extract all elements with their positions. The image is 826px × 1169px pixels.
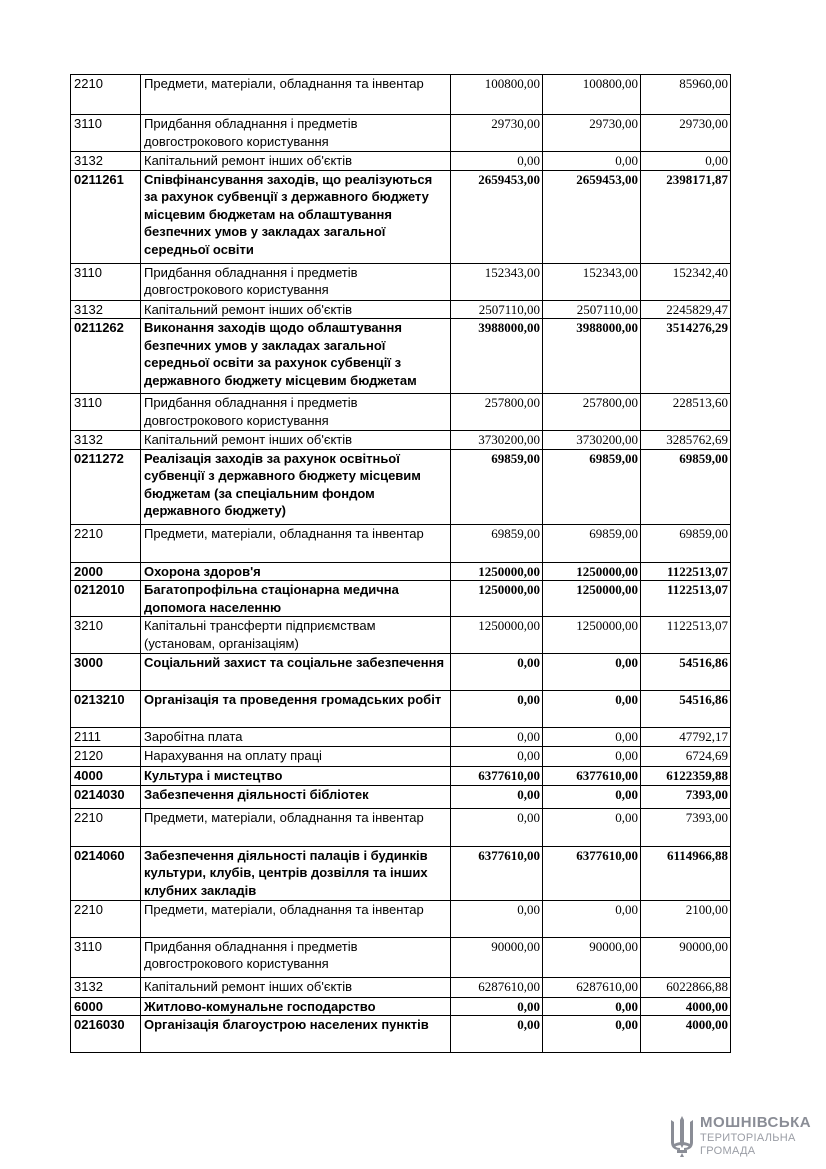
table-row [71,170,731,263]
plan-cell: 0,00 [451,746,543,766]
actual-cell: 1122513,07 [641,581,731,617]
name-cell: Нарахування на оплату праці [141,746,451,766]
plan-cell: 0,00 [451,728,543,747]
actual-cell: 6114966,88 [641,846,731,900]
table-row [71,746,731,766]
name-cell: Співфінансування заходів, що реалізуються за рахунок субвенції з державного бюджету місцевим бюджетам на облаштування безпечних умов у закладах загальної середньої освіти [141,170,451,263]
adjusted-plan-cell: 3730200,00 [543,431,641,450]
code-cell: 4000 [71,766,141,785]
adjusted-plan-cell: 100800,00 [543,75,641,115]
logo-line1: ТЕРИТОРІАЛЬНА [700,1132,796,1144]
plan-cell: 3730200,00 [451,431,543,450]
adjusted-plan-cell: 0,00 [543,152,641,171]
plan-cell: 3988000,00 [451,319,543,394]
trident-icon [668,1114,696,1158]
name-cell: Капітальний ремонт інших об'єктів [141,300,451,319]
name-cell: Заробітна плата [141,728,451,747]
name-cell: Житлово-комунальне господарство [141,997,451,1016]
code-cell: 0216030 [71,1016,141,1053]
plan-cell: 2507110,00 [451,300,543,319]
table-row [71,319,731,394]
table-row [71,1016,731,1053]
table-row [71,75,731,115]
code-cell: 0211261 [71,170,141,263]
code-cell: 0211262 [71,319,141,394]
table-row [71,152,731,171]
name-cell: Багатопрофільна стаціонарна медична допомога населенню [141,581,451,617]
plan-cell: 152343,00 [451,263,543,300]
name-cell: Капітальний ремонт інших об'єктів [141,152,451,171]
adjusted-plan-cell: 29730,00 [543,115,641,152]
actual-cell: 85960,00 [641,75,731,115]
adjusted-plan-cell: 257800,00 [543,394,641,431]
plan-cell: 6377610,00 [451,846,543,900]
name-cell: Капітальний ремонт інших об'єктів [141,977,451,997]
table-row [71,263,731,300]
adjusted-plan-cell: 6377610,00 [543,846,641,900]
code-cell: 2210 [71,524,141,562]
name-cell: Капітальний ремонт інших об'єктів [141,431,451,450]
code-cell: 0214030 [71,785,141,808]
code-cell: 3132 [71,431,141,450]
actual-cell: 152342,40 [641,263,731,300]
actual-cell: 3285762,69 [641,431,731,450]
code-cell: 2111 [71,728,141,747]
plan-cell: 0,00 [451,691,543,728]
name-cell: Виконання заходів щодо облаштування безпечних умов у закладах загальної середньої освіти за рахунок субвенції з державного бюджету місцевим бюджетам [141,319,451,394]
adjusted-plan-cell: 0,00 [543,654,641,691]
code-cell: 2210 [71,900,141,937]
adjusted-plan-cell: 0,00 [543,997,641,1016]
budget-table [70,74,731,1053]
logo-title: МОШНІВСЬКА [700,1114,812,1131]
code-cell: 3132 [71,152,141,171]
code-cell: 3132 [71,977,141,997]
name-cell: Придбання обладнання і предметів довгострокового користування [141,263,451,300]
plan-cell: 6287610,00 [451,977,543,997]
table-row [71,654,731,691]
table-row [71,617,731,654]
code-cell: 2000 [71,562,141,581]
name-cell: Придбання обладнання і предметів довгострокового користування [141,937,451,977]
table-row [71,997,731,1016]
adjusted-plan-cell: 0,00 [543,746,641,766]
actual-cell: 54516,86 [641,691,731,728]
plan-cell: 0,00 [451,808,543,846]
plan-cell: 257800,00 [451,394,543,431]
code-cell: 3110 [71,115,141,152]
plan-cell: 90000,00 [451,937,543,977]
code-cell: 3110 [71,937,141,977]
code-cell: 3000 [71,654,141,691]
adjusted-plan-cell: 0,00 [543,691,641,728]
actual-cell: 69859,00 [641,524,731,562]
code-cell: 0212010 [71,581,141,617]
name-cell: Організація та проведення громадських робіт [141,691,451,728]
actual-cell: 69859,00 [641,449,731,524]
code-cell: 2210 [71,75,141,115]
plan-cell: 6377610,00 [451,766,543,785]
table-row [71,524,731,562]
table-row [71,115,731,152]
table-row [71,846,731,900]
plan-cell: 1250000,00 [451,581,543,617]
actual-cell: 228513,60 [641,394,731,431]
name-cell: Предмети, матеріали, обладнання та інвентар [141,75,451,115]
code-cell: 0211272 [71,449,141,524]
actual-cell: 90000,00 [641,937,731,977]
actual-cell: 2398171,87 [641,170,731,263]
table-row [71,766,731,785]
plan-cell: 100800,00 [451,75,543,115]
name-cell: Охорона здоров'я [141,562,451,581]
plan-cell: 0,00 [451,1016,543,1053]
plan-cell: 69859,00 [451,524,543,562]
table-row [71,691,731,728]
actual-cell: 29730,00 [641,115,731,152]
actual-cell: 47792,17 [641,728,731,747]
adjusted-plan-cell: 1250000,00 [543,581,641,617]
actual-cell: 4000,00 [641,1016,731,1053]
plan-cell: 0,00 [451,152,543,171]
table-row [71,581,731,617]
actual-cell: 6724,69 [641,746,731,766]
name-cell: Капітальні трансферти підприємствам (установам, організаціям) [141,617,451,654]
code-cell: 3132 [71,300,141,319]
name-cell: Культура і мистецтво [141,766,451,785]
code-cell: 6000 [71,997,141,1016]
code-cell: 0214060 [71,846,141,900]
table-row [71,937,731,977]
table-row [71,728,731,747]
name-cell: Соціальний захист та соціальне забезпечення [141,654,451,691]
adjusted-plan-cell: 152343,00 [543,263,641,300]
adjusted-plan-cell: 69859,00 [543,449,641,524]
plan-cell: 0,00 [451,997,543,1016]
actual-cell: 6122359,88 [641,766,731,785]
adjusted-plan-cell: 0,00 [543,808,641,846]
adjusted-plan-cell: 0,00 [543,900,641,937]
plan-cell: 2659453,00 [451,170,543,263]
code-cell: 2210 [71,808,141,846]
adjusted-plan-cell: 0,00 [543,785,641,808]
logo-line2: ГРОМАДА [700,1145,756,1157]
plan-cell: 1250000,00 [451,562,543,581]
actual-cell: 3514276,29 [641,319,731,394]
code-cell: 3110 [71,394,141,431]
adjusted-plan-cell: 0,00 [543,1016,641,1053]
table-row [71,808,731,846]
name-cell: Забезпечення діяльності бібліотек [141,785,451,808]
community-logo [664,1112,814,1162]
name-cell: Організація благоустрою населених пунктів [141,1016,451,1053]
name-cell: Придбання обладнання і предметів довгострокового користування [141,115,451,152]
actual-cell: 6022866,88 [641,977,731,997]
adjusted-plan-cell: 6287610,00 [543,977,641,997]
name-cell: Придбання обладнання і предметів довгострокового користування [141,394,451,431]
plan-cell: 0,00 [451,900,543,937]
actual-cell: 1122513,07 [641,617,731,654]
actual-cell: 1122513,07 [641,562,731,581]
actual-cell: 7393,00 [641,808,731,846]
adjusted-plan-cell: 2659453,00 [543,170,641,263]
code-cell: 0213210 [71,691,141,728]
code-cell: 2120 [71,746,141,766]
table-row [71,900,731,937]
plan-cell: 0,00 [451,654,543,691]
name-cell: Забезпечення діяльності палаців і будинків культури, клубів, центрів дозвілля та інших клубних закладів [141,846,451,900]
adjusted-plan-cell: 1250000,00 [543,562,641,581]
table-row [71,394,731,431]
adjusted-plan-cell: 3988000,00 [543,319,641,394]
code-cell: 3210 [71,617,141,654]
name-cell: Предмети, матеріали, обладнання та інвентар [141,524,451,562]
adjusted-plan-cell: 1250000,00 [543,617,641,654]
plan-cell: 1250000,00 [451,617,543,654]
actual-cell: 2100,00 [641,900,731,937]
table-row [71,785,731,808]
adjusted-plan-cell: 0,00 [543,728,641,747]
adjusted-plan-cell: 69859,00 [543,524,641,562]
actual-cell: 54516,86 [641,654,731,691]
budget-table-body [71,75,731,1053]
table-row [71,300,731,319]
plan-cell: 0,00 [451,785,543,808]
code-cell: 3110 [71,263,141,300]
plan-cell: 29730,00 [451,115,543,152]
adjusted-plan-cell: 6377610,00 [543,766,641,785]
actual-cell: 7393,00 [641,785,731,808]
name-cell: Предмети, матеріали, обладнання та інвентар [141,808,451,846]
actual-cell: 4000,00 [641,997,731,1016]
name-cell: Предмети, матеріали, обладнання та інвентар [141,900,451,937]
actual-cell: 0,00 [641,152,731,171]
adjusted-plan-cell: 2507110,00 [543,300,641,319]
adjusted-plan-cell: 90000,00 [543,937,641,977]
table-row [71,449,731,524]
table-row [71,431,731,450]
table-row [71,562,731,581]
plan-cell: 69859,00 [451,449,543,524]
actual-cell: 2245829,47 [641,300,731,319]
table-row [71,977,731,997]
name-cell: Реалізація заходів за рахунок освітньої субвенції з державного бюджету місцевим бюджетам (за спеціальним фондом державного бюджету) [141,449,451,524]
